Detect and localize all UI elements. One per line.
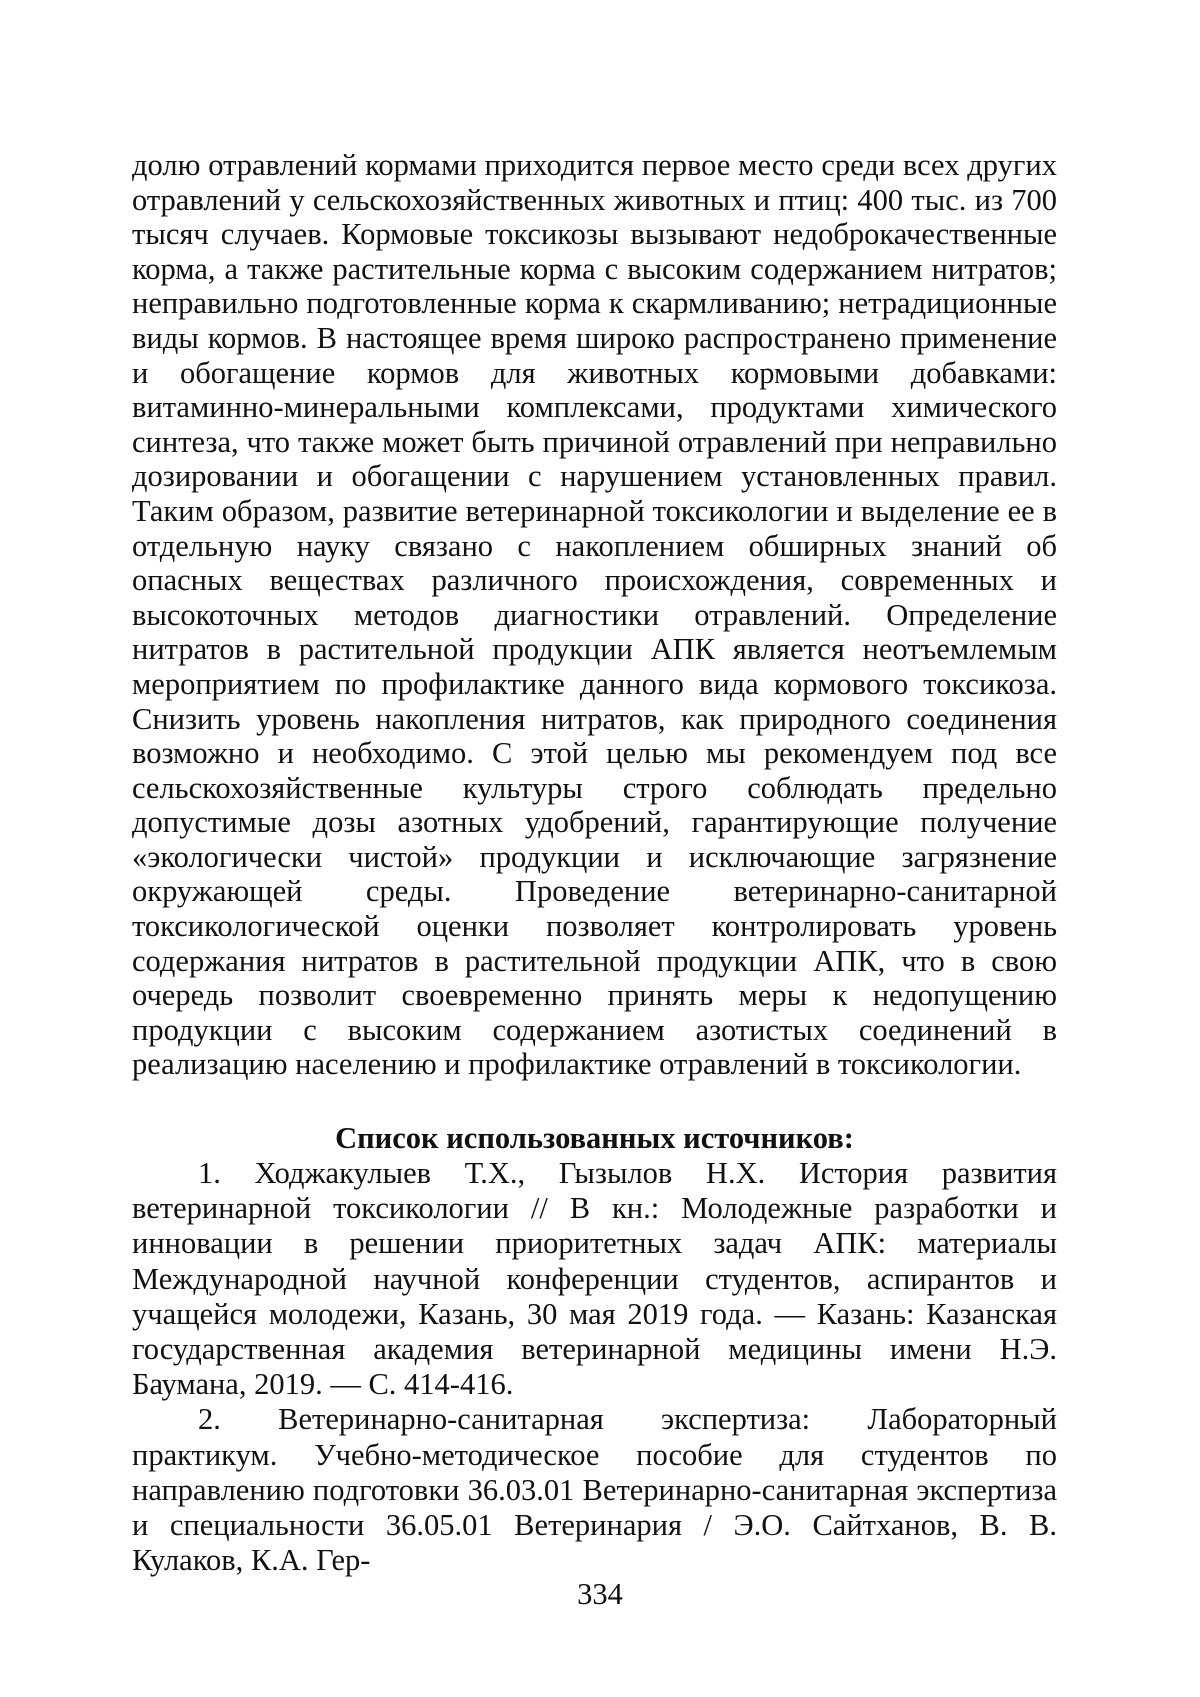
body-paragraph: долю отравлений кормами приходится первое место среди всех других отравлений у сельскохозяйственных животных и птиц: 400 тыс. из 700 тысяч случаев. Кормовые токсикозы вызывают недоброкачественные корма, а также растительные корма с высоким содержанием нитратов; неправильно подготовленные корма к скармливанию; нетрадиционные виды кормов. В настоящее время широко распространено применение и обогащение кормов для животных кормовыми добавками: витаминно-минеральными комплексами, продуктами химического синтеза, что также может быть причиной отравлений при неправильно дозировании и обогащении с нарушением установленных правил. Таким образом, развитие ветеринарной токсикологии и выделение ее в отдельную науку связано с накоплением обширных знаний об опасных веществах различного происхождения, современных и высокоточных методов диагностики отравлений. Определение нитратов в растительной продукции АПК является неотъемлемым мероприятием по профилактике данного вида кормового токсикоза. Снизить уровень накопления нитратов, как природного соединения возможно и необходимо. С этой целью мы рекомендуем под все сельскохозяйственные культуры строго соблюдать предельно допустимые дозы азотных удобрений, гарантирующие получение «экологически чистой» продукции и исключающие загрязнение окружающей среды. Проведение ветеринарно-санитарной токсикологической оценки позволяет контролировать уровень содержания нитратов в растительной продукции АПК, что в свою очередь позволит своевременно принять меры к недопущению продукции с высоким содержанием азотистых соединений в реализацию населению и профилактике отравлений в токсикологии.	[132, 148, 1057, 1082]
page-content	[132, 148, 1057, 1578]
reference-list	[132, 1156, 1057, 1578]
reference-item-1: 1. Ходжакулыев Т.Х., Гызылов Н.Х. История развития ветеринарной токсикологии // В кн.: Молодежные разработки и инновации в решении приоритетных задач АПК: материалы Международной научной конференции студентов, аспирантов и учащейся молодежи, Казань, 30 мая 2019 года. — Казань: Казанская государственная академия ветеринарной медицины имени Н.Э. Баумана, 2019. — С. 414-416.	[132, 1156, 1057, 1402]
page-number: 334	[577, 1577, 623, 1611]
references-heading: Список использованных источников:	[335, 1121, 854, 1156]
reference-item-2: 2. Ветеринарно-санитарная экспертиза: Лабораторный практикум. Учебно-методическое пособие для студентов по направлению подготовки 36.03.01 Ветеринарно-санитарная экспертиза и специальности 36.05.01 Ветеринария / Э.О. Сайтханов, В. В. Кулаков, К.А. Гер-	[132, 1402, 1057, 1578]
